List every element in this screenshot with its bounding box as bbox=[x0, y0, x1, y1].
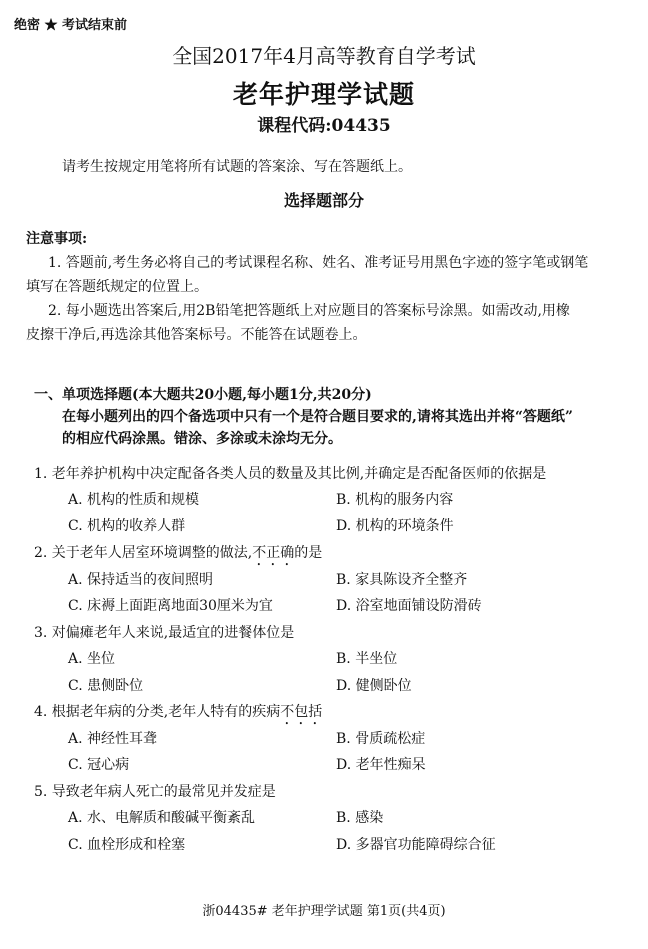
question-2-option-c: C. 床褥上面距离地面30厘米为宜 bbox=[68, 598, 273, 614]
section-desc-2: 的相应代码涂黑。错涂、多涂或未涂均无分。 bbox=[62, 431, 342, 447]
question-2-emphasis: 不正确 bbox=[252, 545, 295, 561]
question-1-stem: 1. 老年养护机构中决定配备各类人员的数量及其比例,并确定是否配备医师的依据是 bbox=[34, 466, 547, 482]
note-2: 2. 每小题选出答案后,用2B铅笔把答题纸上对应题目的答案标号涂黑。如需改动,用橡 bbox=[48, 303, 570, 319]
question-1-option-b: B. 机构的服务内容 bbox=[336, 492, 454, 508]
question-5-stem: 5. 导致老年病人死亡的最常见并发症是 bbox=[34, 784, 276, 800]
question-1-option-a: A. 机构的性质和规模 bbox=[68, 492, 200, 508]
question-4-stem bbox=[34, 701, 322, 728]
question-1-option-c: C. 机构的收养人群 bbox=[68, 518, 186, 534]
confidential-label: 绝密 ★ 考试结束前 bbox=[14, 18, 128, 33]
note-2-cont: 皮擦干净后,再选涂其他答案标号。不能答在试题卷上。 bbox=[26, 327, 367, 343]
section-heading: 一、单项选择题(本大题共20小题,每小题1分,共20分) bbox=[34, 387, 372, 403]
course-code: 课程代码:04435 bbox=[257, 116, 391, 136]
question-4-stem-text: 4. 根据老年病的分类,老年人特有的疾病 bbox=[34, 704, 281, 720]
note-1-cont: 填写在答题纸规定的位置上。 bbox=[26, 279, 208, 295]
question-5-option-b: B. 感染 bbox=[336, 810, 384, 826]
question-4-emphasis: 不包括 bbox=[280, 704, 323, 720]
question-3-option-b: B. 半坐位 bbox=[336, 651, 398, 667]
question-2-option-a: A. 保持适当的夜间照明 bbox=[68, 572, 214, 588]
question-2-stem-text: 2. 关于老年人居室环境调整的做法, bbox=[34, 545, 253, 561]
part-title: 选择题部分 bbox=[283, 191, 364, 210]
question-4-option-c: C. 冠心病 bbox=[68, 757, 130, 773]
question-4-option-d: D. 老年性痴呆 bbox=[336, 757, 426, 773]
section-desc-1: 在每小题列出的四个备选项中只有一个是符合题目要求的,请将其选出并将“答题纸” bbox=[62, 409, 573, 425]
question-3-option-d: D. 健侧卧位 bbox=[336, 678, 412, 694]
question-4-option-a: A. 神经性耳聋 bbox=[68, 731, 158, 747]
note-1: 1. 答题前,考生务必将自己的考试课程名称、姓名、准考证号用黑色字迹的签字笔或钢笔 bbox=[48, 255, 589, 271]
question-5-option-c: C. 血栓形成和栓塞 bbox=[68, 837, 186, 853]
exam-title: 全国2017年4月高等教育自学考试 bbox=[172, 44, 476, 68]
notes-heading: 注意事项: bbox=[26, 231, 88, 247]
question-3-option-c: C. 患侧卧位 bbox=[68, 678, 144, 694]
question-2-option-b: B. 家具陈设齐全整齐 bbox=[336, 572, 468, 588]
question-2-stem bbox=[34, 542, 322, 569]
question-1-option-d: D. 机构的环境条件 bbox=[336, 518, 454, 534]
question-4-option-b: B. 骨质疏松症 bbox=[336, 731, 426, 747]
question-2-option-d: D. 浴室地面铺设防滑砖 bbox=[336, 598, 482, 614]
page-footer: 浙04435# 老年护理学试题 第1页(共4页) bbox=[202, 904, 446, 919]
subject-title: 老年护理学试题 bbox=[232, 80, 415, 109]
question-3-option-a: A. 坐位 bbox=[68, 651, 116, 667]
question-5-option-a: A. 水、电解质和酸碱平衡紊乱 bbox=[68, 810, 256, 826]
question-5-option-d: D. 多器官功能障碍综合征 bbox=[336, 837, 496, 853]
answer-instruction: 请考生按规定用笔将所有试题的答案涂、写在答题纸上。 bbox=[62, 159, 412, 175]
question-3-stem: 3. 对偏瘫老年人来说,最适宜的进餐体位是 bbox=[34, 625, 295, 641]
question-2-stem-tail: 的是 bbox=[294, 545, 323, 561]
